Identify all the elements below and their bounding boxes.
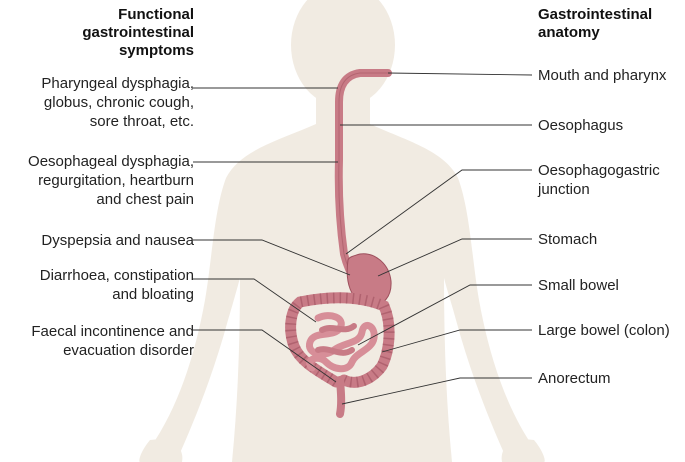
anatomy-label [538, 66, 666, 85]
anatomy-label [538, 321, 670, 340]
heading-symptoms-line: gastrointestinal [82, 24, 194, 41]
anatomy-line: Small bowel [538, 277, 619, 294]
symptom-line: Diarrhoea, constipation [39, 267, 194, 284]
symptom-label [31, 322, 194, 360]
symptom-line: sore throat, etc. [89, 113, 194, 130]
anatomy-label [538, 276, 619, 295]
anatomy-label [538, 369, 611, 388]
anatomy-line: Oesophagus [538, 117, 624, 134]
symptom-line: evacuation disorder [63, 342, 194, 359]
anatomy-line: Oesophagogastric [538, 162, 660, 179]
symptom-line: Pharyngeal dysphagia, [41, 75, 194, 92]
symptom-line: Dyspepsia and nausea [41, 232, 194, 249]
symptom-line: and bloating [112, 286, 194, 303]
heading-anatomy-line: anatomy [538, 24, 600, 41]
heading-symptoms [82, 6, 194, 60]
symptom-line: Oesophageal dysphagia, [28, 153, 194, 170]
anatomy-line: Stomach [538, 231, 598, 248]
anatomy-label [538, 230, 597, 249]
symptom-line: Faecal incontinence and [31, 323, 194, 340]
anatomy-label [538, 116, 623, 135]
heading-anatomy [538, 6, 652, 42]
symptom-line: regurgitation, heartburn [38, 172, 194, 189]
symptom-label [41, 74, 194, 131]
symptom-label [41, 231, 194, 250]
heading-anatomy-line: Gastrointestinal [538, 6, 653, 23]
anatomy-label [538, 161, 660, 199]
symptom-label [28, 152, 194, 209]
symptom-label [40, 266, 194, 304]
anatomy-line: Mouth and pharynx [538, 67, 667, 84]
heading-symptoms-line: Functional [118, 6, 194, 23]
symptom-line: and chest pain [96, 191, 194, 208]
leader-mouth [388, 73, 532, 75]
anorectum [340, 380, 341, 414]
anatomy-line: Large bowel (colon) [538, 322, 670, 339]
anatomy-line: junction [538, 181, 590, 198]
heading-symptoms-line: symptoms [118, 42, 194, 59]
anatomy-line: Anorectum [538, 370, 611, 387]
symptom-line: globus, chronic cough, [43, 94, 194, 111]
